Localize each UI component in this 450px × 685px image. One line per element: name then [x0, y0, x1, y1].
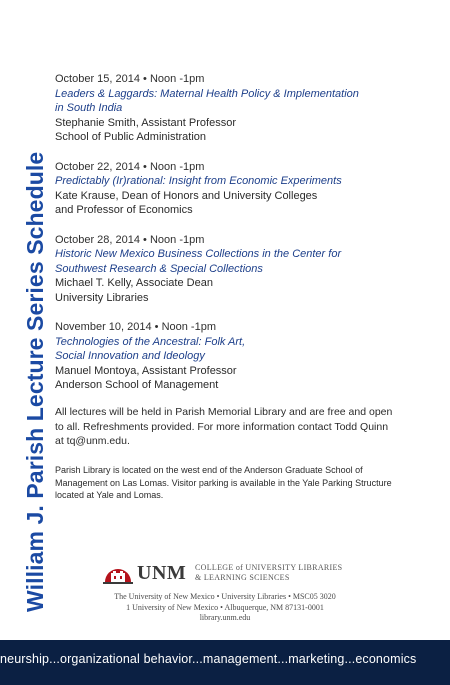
lecture-event — [55, 160, 445, 218]
lecture-event — [55, 72, 445, 145]
event-speaker: Michael T. Kelly, Associate Dean — [55, 277, 213, 289]
address-line: 1 University of New Mexico • Albuquerque, NM 87131-0001 — [126, 602, 324, 612]
page-title: William J. Parish Lecture Series Schedule — [22, 151, 48, 612]
event-date: October 15, 2014 • Noon -1pm — [55, 73, 205, 85]
lecture-event — [55, 320, 445, 393]
logo-college-line: COLLEGE of UNIVERSITY LIBRARIES — [195, 563, 343, 572]
website-link[interactable]: library.unm.edu — [199, 613, 251, 622]
bottom-banner — [0, 640, 450, 685]
lecture-info: All lectures will be held in Parish Memorial Library and are free and open to all. Refreshments provided. For more information contact Todd Quinn at tq@unm.edu. — [55, 406, 393, 447]
lecture-event — [55, 233, 445, 306]
event-department: Anderson School of Management — [55, 379, 219, 391]
location-info: Parish Library is located on the west end of the Anderson Graduate School of Management on Las Lomas. Visitor parking is available in the Yale Parking Structure located at Yale and Lomas. — [55, 465, 392, 500]
event-date: October 28, 2014 • Noon -1pm — [55, 233, 205, 246]
unm-logo — [103, 560, 363, 586]
event-title: Predictably (Ir)rational: Insight from Economic Experiments — [55, 175, 342, 187]
event-title: Technologies of the Ancestral: Folk Art, — [55, 335, 246, 348]
event-speaker: Kate Krause, Dean of Honors and University Colleges — [55, 189, 318, 202]
event-department: School of Public Administration — [55, 131, 207, 143]
event-title: Social Innovation and Ideology — [55, 350, 205, 362]
event-speaker: Manuel Montoya, Assistant Professor — [55, 364, 237, 377]
event-speaker: Stephanie Smith, Assistant Professor — [55, 116, 236, 129]
banner-text: neurship...organizational behavior...management...marketing...economics — [0, 652, 417, 666]
event-title: Leaders & Laggards: Maternal Health Policy & Implementation — [55, 87, 359, 100]
event-title: in South India — [55, 102, 123, 114]
event-department: University Libraries — [55, 291, 149, 304]
logo-unm-text: UNM — [137, 562, 187, 584]
footer-address — [60, 592, 390, 624]
event-title: Historic New Mexico Business Collections in the Center for — [55, 248, 342, 260]
event-date: November 10, 2014 • Noon -1pm — [55, 321, 216, 333]
lecture-schedule — [55, 72, 445, 393]
address-line: The University of New Mexico • University Libraries • MSC05 3020 — [114, 592, 336, 601]
unm-logo-icon — [103, 560, 133, 584]
event-department: and Professor of Economics — [55, 204, 193, 216]
logo-college-line: & LEARNING SCIENCES — [195, 573, 290, 582]
event-date: October 22, 2014 • Noon -1pm — [55, 160, 205, 173]
logo-college-text — [195, 563, 342, 583]
event-title: Southwest Research & Special Collections — [55, 262, 263, 275]
